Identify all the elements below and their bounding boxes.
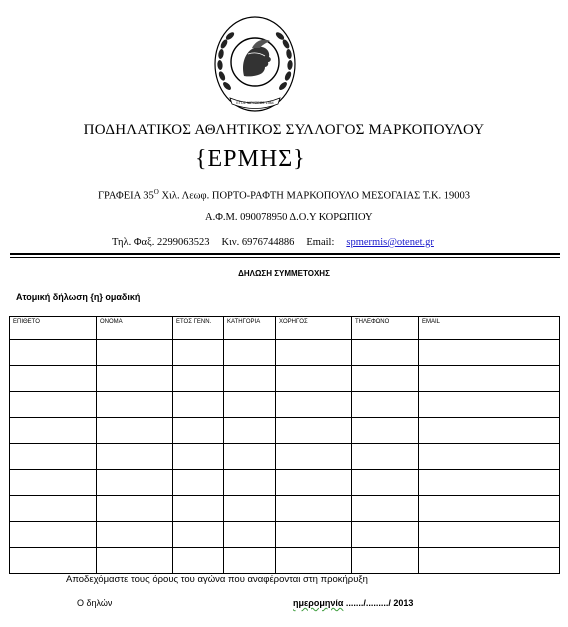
address-rest: Χιλ. Λεωφ. ΠΟΡΤΟ-ΡΑΦΤΗ ΜΑΡΚΟΠΟΥΛΟ ΜΕΣΟΓΑΙΑΣ Τ.Κ. 19003	[158, 190, 471, 202]
table-cell[interactable]	[224, 522, 276, 548]
email-link[interactable]: spmermis@otenet.gr	[346, 237, 434, 248]
club-emblem-seal-icon	[212, 14, 298, 114]
table-cell[interactable]	[276, 470, 352, 496]
table-cell[interactable]	[97, 392, 173, 418]
table-cell[interactable]	[224, 470, 276, 496]
table-cell[interactable]	[276, 496, 352, 522]
phone-fax: Τηλ. Φαξ. 2299063523	[112, 237, 210, 248]
column-header-email: EMAIL	[419, 317, 560, 340]
address-prefix: ΓΡΑΦΕΙΑ 35	[97, 190, 154, 202]
entry-table	[9, 316, 560, 574]
table-cell[interactable]	[173, 340, 224, 366]
table-row	[10, 366, 560, 392]
table-cell[interactable]	[276, 418, 352, 444]
column-header-phone: ΤΗΛΕΦΩΝΟ	[352, 317, 419, 340]
table-cell[interactable]	[173, 548, 224, 574]
table-cell[interactable]	[97, 470, 173, 496]
table-cell[interactable]	[173, 522, 224, 548]
table-cell[interactable]	[97, 340, 173, 366]
table-cell[interactable]	[224, 418, 276, 444]
date-line	[293, 598, 413, 608]
header-divider-thin	[10, 257, 560, 258]
tax-id-line: Α.Φ.Μ. 090078950 Δ.Ο.Υ ΚΟΡΩΠΙΟΥ	[205, 212, 373, 223]
address-superscript: Ο	[153, 188, 159, 196]
table-cell[interactable]	[419, 548, 560, 574]
table-cell[interactable]	[352, 366, 419, 392]
table-cell[interactable]	[173, 392, 224, 418]
acceptance-statement: Αποδεχόμαστε τους όρους του αγώνα που αναφέρονται στη προκήρυξη	[66, 574, 368, 585]
table-row	[10, 340, 560, 366]
table-row	[10, 496, 560, 522]
table-cell[interactable]	[352, 522, 419, 548]
table-cell[interactable]	[276, 340, 352, 366]
contact-line	[112, 237, 434, 248]
table-cell[interactable]	[224, 392, 276, 418]
column-header-surname: ΕΠΙΘΕΤΟ	[10, 317, 97, 340]
table-cell[interactable]	[10, 392, 97, 418]
table-cell[interactable]	[352, 418, 419, 444]
table-cell[interactable]	[276, 366, 352, 392]
club-nickname-heading: {ΕΡΜΗΣ}	[195, 146, 306, 172]
table-cell[interactable]	[10, 522, 97, 548]
table-cell[interactable]	[173, 444, 224, 470]
email-label: Email:	[306, 237, 335, 248]
table-row	[10, 392, 560, 418]
table-row	[10, 470, 560, 496]
table-cell[interactable]	[224, 496, 276, 522]
table-header-row	[10, 317, 560, 340]
emblem-founding-text: ΕΤΟΣ ΙΔΡΥΣΕΩΣ 1984	[236, 101, 274, 105]
table-cell[interactable]	[352, 340, 419, 366]
table-cell[interactable]	[419, 418, 560, 444]
table-cell[interactable]	[419, 470, 560, 496]
table-body	[10, 340, 560, 574]
table-cell[interactable]	[97, 496, 173, 522]
column-header-category: ΚΑΤΗΓΟΡΙΑ	[224, 317, 276, 340]
table-cell[interactable]	[97, 366, 173, 392]
table-cell[interactable]	[10, 366, 97, 392]
declarant-label: Ο δηλών	[77, 598, 113, 608]
table-cell[interactable]	[10, 444, 97, 470]
table-cell[interactable]	[352, 470, 419, 496]
mobile-number: Κιν. 6976744886	[221, 237, 295, 248]
table-cell[interactable]	[276, 444, 352, 470]
table-row	[10, 548, 560, 574]
table-row	[10, 522, 560, 548]
table-cell[interactable]	[10, 340, 97, 366]
table-cell[interactable]	[224, 366, 276, 392]
table-cell[interactable]	[419, 392, 560, 418]
table-cell[interactable]	[419, 366, 560, 392]
table-cell[interactable]	[224, 444, 276, 470]
table-cell[interactable]	[352, 392, 419, 418]
club-name-heading: ΠΟΔΗΛΑΤΙΚΟΣ ΑΘΛΗΤΙΚΟΣ ΣΥΛΛΟΓΟΣ ΜΑΡΚΟΠΟΥΛΟΥ	[83, 122, 485, 138]
form-title: ΔΗΛΩΣΗ ΣΥΜΜΕΤΟΧΗΣ	[238, 269, 330, 278]
table-cell[interactable]	[173, 366, 224, 392]
table-cell[interactable]	[10, 470, 97, 496]
date-blank[interactable]: ......./........./ 2013	[343, 598, 414, 608]
column-header-name: ΟΝΟΜΑ	[97, 317, 173, 340]
table-cell[interactable]	[276, 548, 352, 574]
table-cell[interactable]	[276, 522, 352, 548]
table-cell[interactable]	[173, 418, 224, 444]
column-header-sponsor: ΧΟΡΗΓΟΣ	[276, 317, 352, 340]
table-cell[interactable]	[10, 418, 97, 444]
header-divider-thick	[10, 253, 560, 255]
column-header-birth-year: ΕΤΟΣ ΓΕΝΝ.	[173, 317, 224, 340]
table-cell[interactable]	[97, 418, 173, 444]
table-cell[interactable]	[97, 548, 173, 574]
table-cell[interactable]	[173, 470, 224, 496]
table-cell[interactable]	[10, 496, 97, 522]
table-cell[interactable]	[419, 444, 560, 470]
table-cell[interactable]	[97, 444, 173, 470]
table-cell[interactable]	[419, 340, 560, 366]
table-cell[interactable]	[352, 548, 419, 574]
office-address	[0, 188, 568, 202]
table-row	[10, 418, 560, 444]
table-cell[interactable]	[10, 548, 97, 574]
table-cell[interactable]	[419, 522, 560, 548]
table-cell[interactable]	[224, 548, 276, 574]
table-cell[interactable]	[224, 340, 276, 366]
form-subtitle: Ατομική δήλωση {η} ομαδική	[16, 292, 141, 302]
table-cell[interactable]	[97, 522, 173, 548]
date-label: ημερομηνία	[293, 598, 344, 608]
table-cell[interactable]	[419, 496, 560, 522]
table-cell[interactable]	[173, 496, 224, 522]
table-cell[interactable]	[352, 444, 419, 470]
table-row	[10, 444, 560, 470]
table-cell[interactable]	[276, 392, 352, 418]
table-cell[interactable]	[352, 496, 419, 522]
